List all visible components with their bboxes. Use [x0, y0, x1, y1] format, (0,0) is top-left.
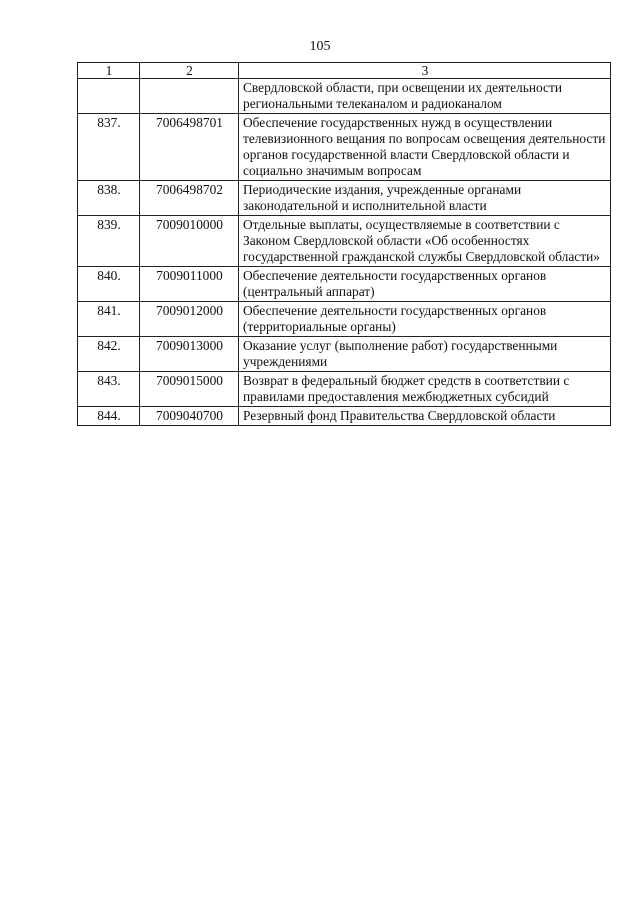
table-row — [78, 337, 611, 372]
row-number: 844. — [78, 407, 140, 426]
table-row — [78, 181, 611, 216]
row-code: 7006498701 — [140, 114, 239, 181]
row-number: 839. — [78, 216, 140, 267]
row-code: 7009011000 — [140, 267, 239, 302]
column-header-3: 3 — [239, 63, 611, 79]
row-code: 7009012000 — [140, 302, 239, 337]
row-number: 842. — [78, 337, 140, 372]
row-number: 838. — [78, 181, 140, 216]
row-code: 7009015000 — [140, 372, 239, 407]
column-header-1: 1 — [78, 63, 140, 79]
row-number: 840. — [78, 267, 140, 302]
table-row — [78, 372, 611, 407]
row-description: Резервный фонд Правительства Свердловской области — [239, 407, 611, 426]
row-number: 837. — [78, 114, 140, 181]
budget-table — [77, 62, 611, 426]
table-row — [78, 407, 611, 426]
row-description: Периодические издания, учрежденные органами законодательной и исполнительной власти — [239, 181, 611, 216]
table-row — [78, 79, 611, 114]
row-description: Свердловской области, при освещении их деятельности региональными телеканалом и радиоканалом — [239, 79, 611, 114]
row-number: 841. — [78, 302, 140, 337]
row-number: 843. — [78, 372, 140, 407]
table-row — [78, 267, 611, 302]
table-row — [78, 114, 611, 181]
table-row — [78, 302, 611, 337]
row-description: Оказание услуг (выполнение работ) государственными учреждениями — [239, 337, 611, 372]
row-description: Отдельные выплаты, осуществляемые в соответствии с Законом Свердловской области «Об особенностях государственной гражданской службы Свердловской области» — [239, 216, 611, 267]
row-code: 7009013000 — [140, 337, 239, 372]
page-number: 105 — [309, 39, 331, 54]
column-header-2: 2 — [140, 63, 239, 79]
table-row — [78, 216, 611, 267]
table-header-row — [78, 63, 611, 79]
row-description: Обеспечение деятельности государственных органов (территориальные органы) — [239, 302, 611, 337]
row-number — [78, 79, 140, 114]
row-code: 7006498702 — [140, 181, 239, 216]
row-description: Обеспечение деятельности государственных органов (центральный аппарат) — [239, 267, 611, 302]
row-code: 7009010000 — [140, 216, 239, 267]
row-code: 7009040700 — [140, 407, 239, 426]
row-code — [140, 79, 239, 114]
row-description: Обеспечение государственных нужд в осуществлении телевизионного вещания по вопросам освещения деятельности органов государственной власти Свердловской области и социально значимым вопросам — [239, 114, 611, 181]
row-description: Возврат в федеральный бюджет средств в соответствии с правилами предоставления межбюджетных субсидий — [239, 372, 611, 407]
